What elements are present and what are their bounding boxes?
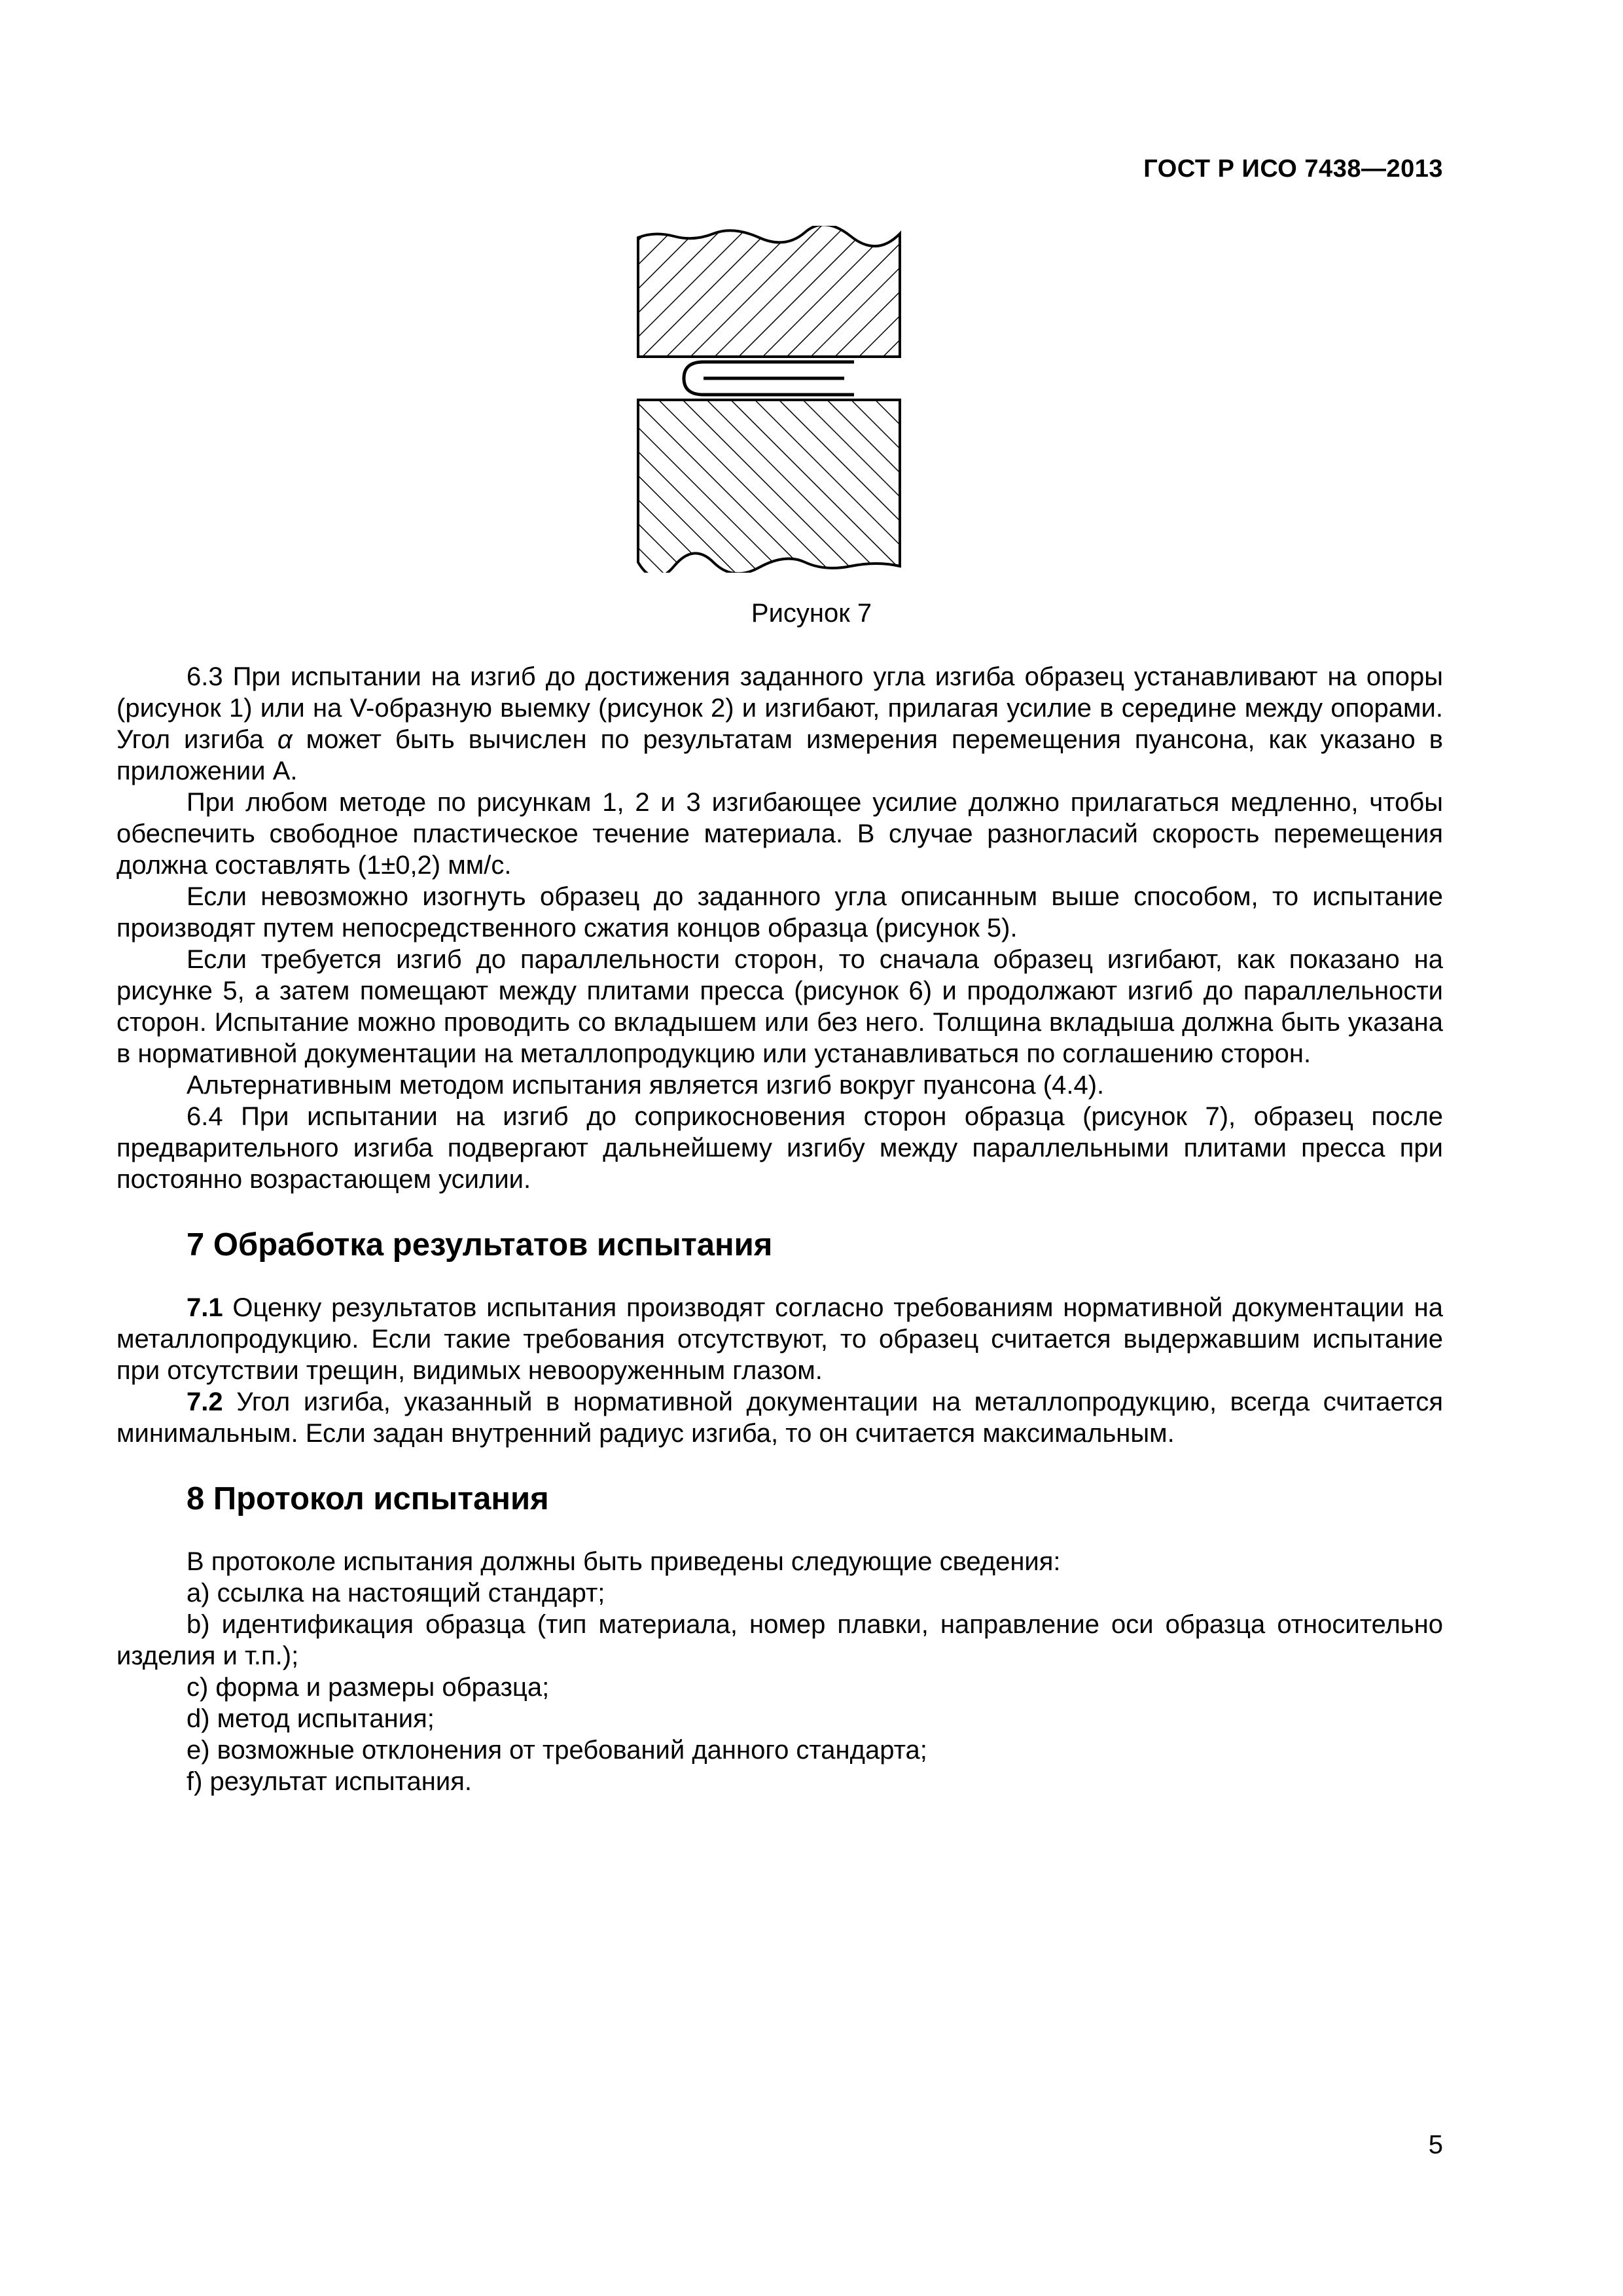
paragraph-intro: В протоколе испытания должны быть приведены следующие сведения: <box>187 1547 1061 1576</box>
section-heading-8: 8 Протокол испытания <box>187 1481 549 1516</box>
lower-press-plate <box>638 400 900 573</box>
list-item: c) форма и размеры образца; <box>187 1673 550 1702</box>
paragraph: Если невозможно изогнуть образец до заданного угла описанным выше способом, то испытание производят путем непосредственного сжатия концов образца (рисунок 5). <box>116 882 1443 942</box>
paragraph-6-4: 6.4 При испытании на изгиб до соприкосновения сторон образца (рисунок 7), образец после предварительного изгиба подвергают дальнейшему изгибу между параллельными плитами пресса при постоянно возрастающем усилии. <box>116 1102 1443 1194</box>
page-number: 5 <box>1428 2130 1443 2159</box>
paragraph-6-3: 6.3 При испытании на изгиб до достижения заданного угла изгиба образец устанавливают на опоры (рисунок 1) или на V-образную выемку (рисунок 2) и изгибают, прилагая усилие в середине между опорами. Угол изгиба α может быть вычислен по результатам измерения перемещения пуансона, как указано в приложении А. <box>116 662 1443 785</box>
paragraph-7-1: 7.1 Оценку результатов испытания производят согласно требованиям нормативной документации на металлопродукцию. Если такие требования отсутствуют, то образец считается выдержавшим испытание при отсутствии трещин, видимых невооруженным глазом. <box>116 1293 1443 1385</box>
paragraph: Если требуется изгиб до параллельности сторон, то сначала образец изгибают, как показано на рисунке 5, а затем помещают между плитами пресса (рисунок 6) и продолжают изгиб до параллельности сторон. Испытание можно проводить со вкладышем или без него. Толщина вкладыша должна быть указана в нормативной документации на металлопродукцию или устанавливаться по соглашению сторон. <box>116 945 1443 1068</box>
list-item: f) результат испытания. <box>187 1767 472 1796</box>
section-heading-7: 7 Обработка результатов испытания <box>187 1227 773 1263</box>
document-code: ГОСТ Р ИСО 7438—2013 <box>1143 155 1443 183</box>
list-item: e) возможные отклонения от требований данного стандарта; <box>187 1736 927 1765</box>
paragraph-7-2: 7.2 Угол изгиба, указанный в нормативной документации на металлопродукцию, всегда считается минимальным. Если задан внутренний радиус изгиба, то он считается максимальным. <box>116 1388 1443 1448</box>
list-item: a) ссылка на настоящий стандарт; <box>187 1579 605 1607</box>
paragraph: При любом методе по рисункам 1, 2 и 3 изгибающее усилие должно прилагаться медленно, чтобы обеспечить свободное пластическое течение материала. В случае разногласий скорость перемещения должна составлять (1±0,2) мм/с. <box>116 788 1443 880</box>
paragraph: Альтернативным методом испытания является изгиб вокруг пуансона (4.4). <box>187 1071 1105 1100</box>
list-item: d) метод испытания; <box>187 1704 435 1733</box>
upper-press-plate <box>638 226 900 357</box>
figure-caption: Рисунок 7 <box>751 599 872 628</box>
document-body <box>116 661 1443 1797</box>
list-item: b) идентификация образца (тип материала, номер плавки, направление оси образца относительно изделия и т.п.); <box>116 1610 1443 1670</box>
figure-7-press-plates-diagram <box>628 226 910 573</box>
